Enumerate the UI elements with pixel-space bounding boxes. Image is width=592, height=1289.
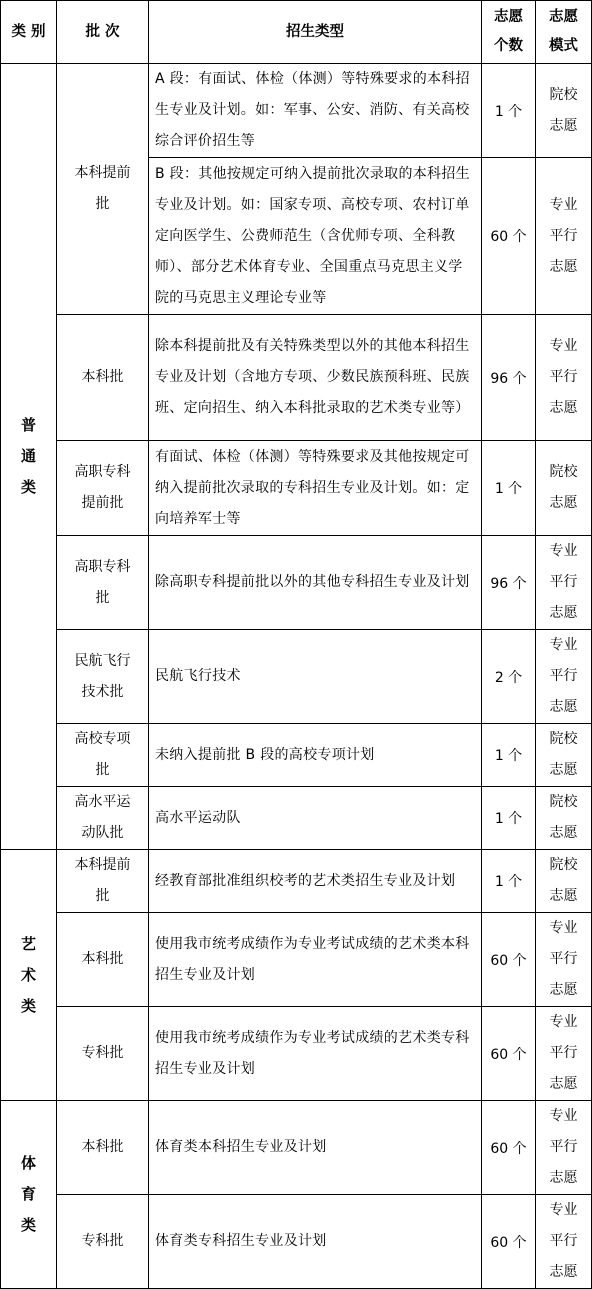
type-cell: 使用我市统考成绩作为专业考试成绩的艺术类本科招生专业及计划 (149, 913, 482, 1007)
mode-cell: 院校 志愿 (536, 441, 592, 536)
category-general: 普 通 类 (1, 64, 57, 850)
count-cell: 1 个 (482, 850, 536, 913)
table-row (1, 1101, 592, 1195)
count-cell: 60 个 (482, 1195, 536, 1289)
mode-cell: 专业 平行 志愿 (536, 1195, 592, 1289)
mode-cell: 专业 平行 志愿 (536, 158, 592, 315)
header-batch: 批 次 (57, 1, 149, 64)
batch-cell: 高水平运 动队批 (57, 787, 149, 850)
table-row (1, 1007, 592, 1101)
count-cell: 96 个 (482, 536, 536, 630)
count-cell: 1 个 (482, 64, 536, 158)
batch-cell: 本科批 (57, 1101, 149, 1195)
mode-cell: 专业 平行 志愿 (536, 630, 592, 724)
type-cell: 使用我市统考成绩作为专业考试成绩的艺术类专科招生专业及计划 (149, 1007, 482, 1101)
header-type: 招生类型 (149, 1, 482, 64)
type-cell: 民航飞行技术 (149, 630, 482, 724)
mode-cell: 专业 平行 志愿 (536, 536, 592, 630)
mode-cell: 院校 志愿 (536, 64, 592, 158)
table-row (1, 630, 592, 724)
type-cell: 有面试、体检（体测）等特殊要求及其他按规定可纳入提前批次录取的专科招生专业及计划。如：定向培养军士等 (149, 441, 482, 536)
count-cell: 1 个 (482, 724, 536, 787)
category-sport: 体 育 类 (1, 1101, 57, 1289)
category-art: 艺 术 类 (1, 850, 57, 1101)
count-cell: 1 个 (482, 441, 536, 536)
mode-cell: 专业 平行 志愿 (536, 1007, 592, 1101)
count-cell: 1 个 (482, 787, 536, 850)
header-mode: 志愿 模式 (536, 1, 592, 64)
batch-cell: 高职专科 提前批 (57, 441, 149, 536)
table-row (1, 536, 592, 630)
mode-cell: 院校 志愿 (536, 787, 592, 850)
type-cell: 除高职专科提前批以外的其他专科招生专业及计划 (149, 536, 482, 630)
batch-cell: 本科提前 批 (57, 64, 149, 315)
type-cell: 经教育部批准组织校考的艺术类招生专业及计划 (149, 850, 482, 913)
batch-cell: 民航飞行 技术批 (57, 630, 149, 724)
count-cell: 60 个 (482, 1007, 536, 1101)
type-cell: 除本科提前批及有关特殊类型以外的其他本科招生专业及计划（含地方专项、少数民族预科班、民族班、定向招生、纳入本科批录取的艺术类专业等） (149, 315, 482, 441)
table-row (1, 787, 592, 850)
table-row (1, 1195, 592, 1289)
mode-cell: 专业 平行 志愿 (536, 315, 592, 441)
table-row (1, 64, 592, 158)
batch-cell: 专科批 (57, 1195, 149, 1289)
batch-cell: 专科批 (57, 1007, 149, 1101)
mode-cell: 专业 平行 志愿 (536, 1101, 592, 1195)
table-row (1, 315, 592, 441)
mode-cell: 专业 平行 志愿 (536, 913, 592, 1007)
type-cell: A 段：有面试、体检（体测）等特殊要求的本科招生专业及计划。如：军事、公安、消防、有关高校综合评价招生等 (149, 64, 482, 158)
type-cell: B 段：其他按规定可纳入提前批次录取的本科招生专业及计划。如：国家专项、高校专项、农村订单定向医学生、公费师范生（含优师专项、全科教师）、部分艺术体育专业、全国重点马克思主义学院的马克思主义理论专业等 (149, 158, 482, 315)
type-cell: 未纳入提前批 B 段的高校专项计划 (149, 724, 482, 787)
count-cell: 60 个 (482, 1101, 536, 1195)
count-cell: 60 个 (482, 913, 536, 1007)
header-count: 志愿 个数 (482, 1, 536, 64)
mode-cell: 院校 志愿 (536, 724, 592, 787)
table-row (1, 724, 592, 787)
batch-cell: 高校专项 批 (57, 724, 149, 787)
table-row (1, 850, 592, 913)
type-cell: 体育类专科招生专业及计划 (149, 1195, 482, 1289)
table-row (1, 913, 592, 1007)
batch-cell: 本科批 (57, 913, 149, 1007)
count-cell: 96 个 (482, 315, 536, 441)
count-cell: 60 个 (482, 158, 536, 315)
mode-cell: 院校 志愿 (536, 850, 592, 913)
batch-cell: 本科提前 批 (57, 850, 149, 913)
table-row (1, 441, 592, 536)
type-cell: 高水平运动队 (149, 787, 482, 850)
batch-cell: 本科批 (57, 315, 149, 441)
type-cell: 体育类本科招生专业及计划 (149, 1101, 482, 1195)
count-cell: 2 个 (482, 630, 536, 724)
batch-cell: 高职专科 批 (57, 536, 149, 630)
table-header-row (1, 1, 592, 64)
header-category: 类 别 (1, 1, 57, 64)
